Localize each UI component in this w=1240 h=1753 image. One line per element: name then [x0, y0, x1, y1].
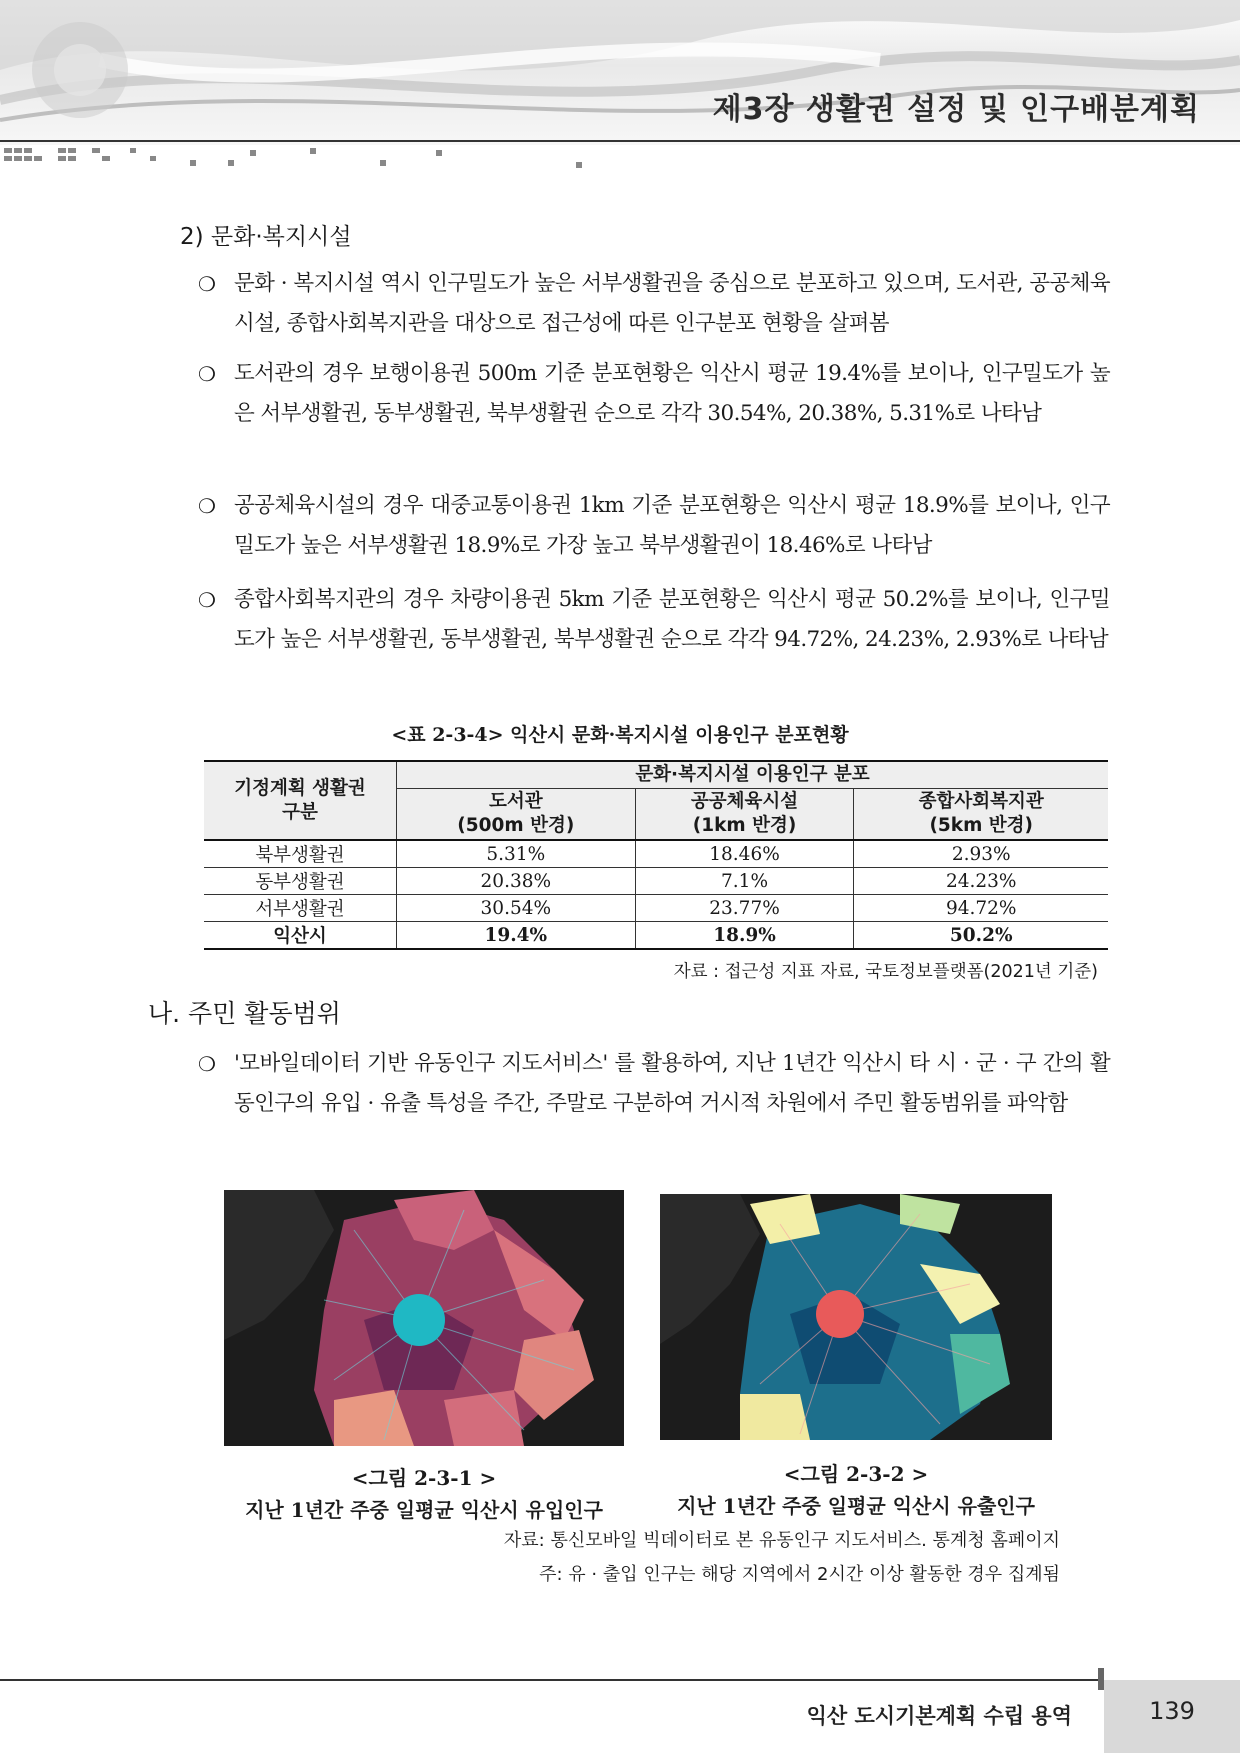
footer-rule — [0, 1679, 1100, 1681]
bullet-paragraph — [198, 354, 1110, 434]
bullet-text: 공공체육시설의 경우 대중교통이용권 1km 기준 분포현황은 익산시 평균 18.9%를 보이나, 인구밀도가 높은 서부생활권 18.9%로 가장 높고 북부생활권이 18.46%로 나타남 — [234, 493, 1110, 558]
figure-note: 주: 유 · 출입 인구는 해당 지역에서 2시간 이상 활동한 경우 집계됨 — [539, 1564, 1060, 1585]
row-header-cell — [204, 761, 397, 840]
table-source: 자료 : 접근성 지표 자료, 국토정보플랫폼(2021년 기준) — [673, 962, 1098, 982]
column-header-sports — [635, 789, 854, 841]
cell-value: 30.54% — [397, 895, 636, 922]
bullet-text: 종합사회복지관의 경우 차량이용권 5km 기준 분포현황은 익산시 평균 50.2%를 보이나, 인구밀도가 높은 서부생활권, 동부생활권, 북부생활권 순으로 각각 94.72%, 24.23%, 2.93%로 나타남 — [234, 587, 1110, 652]
figure-1-number: <그림 2-3-1 > — [351, 1466, 497, 1490]
cell-value: 18.9% — [635, 922, 854, 950]
column-sub: (5km 반경) — [929, 815, 1033, 836]
footer-title: 익산 도시기본계획 수립 용역 — [806, 1704, 1072, 1728]
bullet-paragraph — [198, 264, 1110, 344]
bullet-circle-icon: ❍ — [198, 494, 216, 518]
cell-value: 50.2% — [854, 922, 1108, 950]
bullet-circle-icon: ❍ — [198, 588, 216, 612]
group-header: 문화·복지시설 이용인구 분포 — [397, 761, 1109, 789]
cell-value: 20.38% — [397, 868, 636, 895]
cell-value: 24.23% — [854, 868, 1108, 895]
column-sub: (1km 반경) — [692, 815, 797, 836]
cell-value: 2.93% — [854, 840, 1108, 868]
figure-source: 자료: 통신모바일 빅데이터로 본 유동인구 지도서비스. 통계청 홈페이지 — [503, 1530, 1060, 1551]
column-sub: (500m 반경) — [457, 815, 575, 836]
row-label: 서부생활권 — [204, 895, 397, 922]
column-name: 도서관 — [488, 791, 543, 812]
figure-2-number: <그림 2-3-2 > — [783, 1462, 929, 1486]
cell-value: 5.31% — [397, 840, 636, 868]
table-row — [204, 840, 1108, 868]
header-dot-pattern — [0, 146, 600, 168]
row-header-line-1: 기정계획 생활권 — [234, 777, 366, 799]
bullet-text: 도서관의 경우 보행이용권 500m 기준 분포현황은 익산시 평균 19.4%를 보이나, 인구밀도가 높은 서부생활권, 동부생활권, 북부생활권 순으로 각각 30.54%, 20.38%, 5.31%로 나타남 — [234, 361, 1110, 426]
cell-value: 7.1% — [635, 868, 854, 895]
bullet-paragraph — [198, 486, 1110, 566]
inflow-map-image — [224, 1190, 624, 1446]
facility-distribution-table — [204, 760, 1108, 950]
section-heading-culture-welfare: 2) 문화·복지시설 — [180, 224, 352, 250]
bullet-paragraph — [198, 580, 1110, 660]
figure-2-title: 지난 1년간 주중 일평균 익산시 유출인구 — [677, 1494, 1035, 1518]
bullet-circle-icon: ❍ — [198, 362, 216, 386]
cell-value: 94.72% — [854, 895, 1108, 922]
cell-value: 18.46% — [635, 840, 854, 868]
header-rule — [0, 140, 1240, 142]
cell-value: 23.77% — [635, 895, 854, 922]
bullet-text: '모바일데이터 기반 유동인구 지도서비스' 를 활용하여, 지난 1년간 익산시 타 시 · 군 · 구 간의 활동인구의 유입 · 유출 특성을 주간, 주말로 구분하여 거시적 차원에서 주민 활동범위를 파악함 — [234, 1051, 1110, 1116]
row-label: 동부생활권 — [204, 868, 397, 895]
column-header-welfare — [854, 789, 1108, 841]
row-label: 북부생활권 — [204, 840, 397, 868]
column-name: 공공체육시설 — [690, 791, 799, 812]
bullet-paragraph — [198, 1044, 1110, 1124]
cell-value: 19.4% — [397, 922, 636, 950]
column-header-library — [397, 789, 636, 841]
row-label: 익산시 — [204, 922, 397, 950]
table-row — [204, 868, 1108, 895]
table-row — [204, 895, 1108, 922]
row-header-line-2: 구분 — [282, 801, 318, 823]
figure-1-title: 지난 1년간 주중 일평균 익산시 유입인구 — [245, 1498, 603, 1522]
table-row-total — [204, 922, 1108, 950]
page-number: 139 — [1149, 1697, 1195, 1725]
chapter-title: 제3장 생활권 설정 및 인구배분계획 — [712, 92, 1200, 127]
section-heading-activity-range: 나. 주민 활동범위 — [148, 999, 341, 1028]
table-caption: <표 2-3-4> 익산시 문화·복지시설 이용인구 분포현황 — [391, 724, 849, 746]
column-name: 종합사회복지관 — [918, 791, 1044, 812]
bullet-circle-icon: ❍ — [198, 1052, 216, 1076]
outflow-map-image — [660, 1194, 1052, 1440]
bullet-text: 문화 · 복지시설 역시 인구밀도가 높은 서부생활권을 중심으로 분포하고 있으며, 도서관, 공공체육시설, 종합사회복지관을 대상으로 접근성에 따른 인구분포 현황을 살펴봄 — [234, 271, 1110, 336]
bullet-circle-icon: ❍ — [198, 272, 216, 296]
